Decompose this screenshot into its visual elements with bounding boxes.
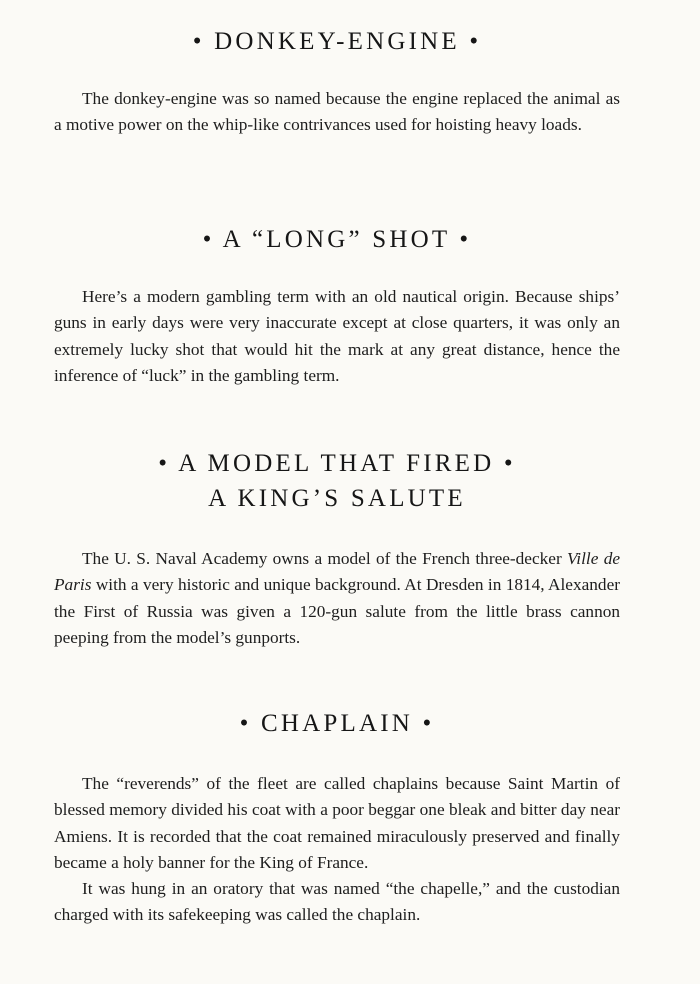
section-model-salute — [54, 446, 620, 651]
ship-name: Ville de Paris — [54, 549, 620, 595]
heading-line-1: • A MODEL THAT FIRED • — [158, 450, 516, 477]
section-heading — [54, 446, 620, 516]
section-paragraph: Here’s a modern gambling term with an old nautical origin. Because ships’ guns in early days were very inaccurate except at close quarters, it was only an extremely lucky shot that would hit the mark at any great distance, hence the inference of “luck” in the gambling term. — [54, 287, 620, 385]
section-heading: • CHAPLAIN • — [239, 710, 435, 737]
section-donkey-engine — [54, 24, 620, 139]
section-heading: • DONKEY-ENGINE • — [192, 28, 482, 55]
paragraph-text: with a very historic and unique background. At Dresden in 1814, Alexander the First of Russia was given a 120-gun salute from the little brass cannon peeping from the model’s gunports. — [54, 575, 620, 647]
section-paragraph: The “reverends” of the fleet are called chaplains because Saint Martin of blessed memory divided his coat with a poor beggar one bleak and bitter day near Amiens. It is recorded that the coat remained miraculously preserved and finally became a holy banner for the King of France. — [54, 774, 620, 872]
section-paragraph — [54, 546, 620, 651]
section-chaplain — [54, 706, 620, 929]
section-paragraph: The donkey-engine was so named because the engine replaced the animal as a motive power on the whip-like contrivances used for hoisting heavy loads. — [54, 89, 620, 135]
section-heading: • A “LONG” SHOT • — [202, 226, 472, 253]
heading-line-2: A KING’S SALUTE — [208, 485, 466, 512]
section-long-shot — [54, 222, 620, 389]
section-paragraph: It was hung in an oratory that was named “the chapelle,” and the custodian charged with its safekeeping was called the chaplain. — [54, 879, 620, 925]
paragraph-text: The U. S. Naval Academy owns a model of the French three-decker — [82, 549, 568, 568]
